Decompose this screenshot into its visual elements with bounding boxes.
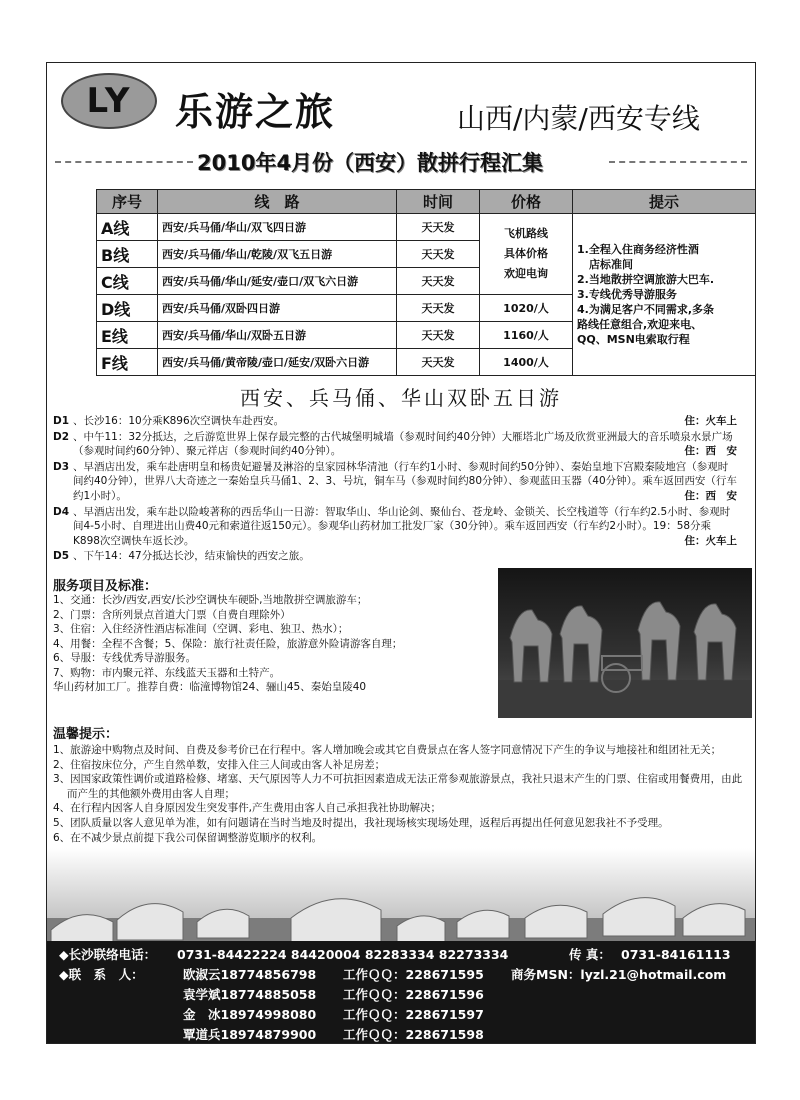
route-name: 西安/兵马俑/黄帝陵/壶口/延安/双卧六日游 — [158, 349, 397, 376]
itinerary-day — [53, 460, 737, 504]
route-price: 1400/人 — [480, 349, 573, 376]
route-price: 1020/人 — [480, 295, 573, 322]
service-item: 华山药材加工厂。推荐自费：临潼博物馆24、骊山45、秦始皇陵40 — [53, 681, 367, 693]
brand-name: 乐游之旅 — [175, 89, 336, 134]
service-item: 3、住宿：入住经济性酒店标准间（空调、彩电、独卫、热水）； — [53, 623, 349, 635]
tip-line: QQ、MSN电索取行程 — [577, 333, 690, 346]
route-id: C线 — [97, 268, 158, 295]
route-name: 西安/兵马俑/华山/乾陵/双飞五日游 — [158, 241, 397, 268]
route-frequency: 天天发 — [397, 241, 480, 268]
header-tips: 提示 — [573, 190, 756, 214]
day-label: D3 — [53, 460, 70, 473]
route-id: F线 — [97, 349, 158, 376]
msn-address: 商务MSN：lyzl.21@hotmail.com — [511, 967, 727, 982]
phone-label: ◆长沙联络电话： — [59, 947, 157, 962]
slogan: 山西/内蒙/西安专线 — [457, 102, 700, 135]
table-header-row — [97, 190, 756, 214]
divider-right — [609, 161, 747, 163]
contact-name: 覃道兵18974879900 — [183, 1027, 317, 1042]
bronze-chariot-photo — [498, 568, 752, 718]
contact-qq: 工作ＱＱ：228671596 — [343, 987, 484, 1002]
contact-name: 袁学斌18774885058 — [183, 987, 317, 1002]
header-route: 线 路 — [158, 190, 397, 214]
contact-bar — [47, 941, 755, 1043]
itinerary-day — [53, 430, 737, 459]
route-frequency: 天天发 — [397, 349, 480, 376]
service-item: 7、购物：市内聚元祥、东线蓝天玉器和土特产。 — [53, 666, 281, 679]
flyer — [46, 62, 756, 1044]
note-item: 6、在不减少景点前提下我公司保留调整游览顺序的权利。 — [53, 831, 323, 844]
service-item: 2、门票：含所列景点首道大门票（自费自理除外） — [53, 608, 291, 621]
itinerary-day — [53, 549, 737, 564]
itinerary-day — [53, 414, 737, 429]
service-item: 1、交通：长沙/西安,西安/长沙空调快车硬卧,当地散拼空调旅游车； — [53, 594, 368, 606]
route-name: 西安/兵马俑/双卧四日游 — [158, 295, 397, 322]
tour-title: 西安、兵马俑、华山双卧五日游 — [240, 386, 562, 410]
route-id: A线 — [97, 214, 158, 241]
page-subtitle: 2010年4月份（西安）散拼行程汇集 — [197, 151, 544, 175]
route-price: 1160/人 — [480, 322, 573, 349]
contact-name: 金 冰18974998080 — [183, 1007, 317, 1022]
day-text: 、早酒店出发，乘车赴以险峻著称的西岳华山一日游：智取华山、华山论剑、聚仙台、苍龙岭、金锁关、长空栈道等（行车约2.5小时、参观时间4-5小时、自理进出山费40元和索道往返150元）。参观华山药材加工批发厂家（30分钟）。乘车返回西安（行车约2小时）。19：58分乘K898次空调快车返长沙。 — [73, 505, 731, 547]
notes-list — [53, 743, 743, 845]
day-label: D4 — [53, 505, 70, 518]
tip-line: 4.为满足客户不同需求,多条 — [577, 303, 715, 316]
fax-number: 0731-84161113 — [621, 947, 731, 962]
day-stay: 住：西 安 — [679, 489, 738, 504]
service-item: 4、用餐：全程不含餐；5、保险：旅行社责任险，旅游意外险请游客自理； — [53, 637, 403, 650]
tip-line: 路线任意组合,欢迎来电、 — [577, 318, 703, 331]
contact-person-label: ◆联 系 人： — [59, 967, 144, 982]
fax-label: 传 真： — [569, 947, 611, 962]
phone-numbers: 0731-84422224 84420004 82283334 82273334 — [177, 947, 509, 962]
tip-line: 3.专线优秀导游服务 — [577, 288, 677, 301]
note-item: 2、住宿按床位分，产生自然单数，安排入住三人间或由客人补足房差； — [53, 758, 386, 771]
route-name: 西安/兵马俑/华山/双飞四日游 — [158, 214, 397, 241]
contact-qq: 工作ＱＱ：228671598 — [343, 1027, 484, 1042]
itinerary-day — [53, 505, 737, 549]
note-item: 3、因国家政策性调价或道路检修、堵塞、天气原因等人力不可抗拒因素造成无法正常参观旅游景点，我社只退末产生的门票、住宿或用餐费用，由此而产生的其他额外费用由客人自理； — [53, 773, 743, 800]
route-frequency: 天天发 — [397, 268, 480, 295]
contact-qq: 工作ＱＱ：228671597 — [343, 1007, 484, 1022]
route-frequency: 天天发 — [397, 322, 480, 349]
day-stay: 住：火车上 — [679, 414, 738, 429]
logo-text: LY — [86, 81, 132, 121]
tips-cell — [573, 214, 756, 376]
day-label: D1 — [53, 415, 70, 427]
ly-logo — [61, 73, 157, 129]
route-name: 西安/兵马俑/华山/延安/壶口/双飞六日游 — [158, 268, 397, 295]
service-list — [53, 593, 493, 695]
note-item: 5、团队质量以客人意见单为准，如有问题请在当时当地及时提出，我社现场核实现场处理，返程后再提出任何意见恕我社不予受理。 — [53, 816, 669, 829]
day-stay: 住：火车上 — [679, 534, 738, 549]
header-time: 时间 — [397, 190, 480, 214]
day-label: D2 — [53, 430, 70, 443]
chariot-illustration — [498, 568, 752, 718]
day-text: 、中午11：32分抵达，之后游览世界上保存最完整的古代城堡明城墙（参观时间约40分钟）大雁塔北广场及欣赏亚洲最大的音乐喷泉水景广场（参观时间约60分钟）、聚元祥店（参观时间约40分钟）。 — [73, 430, 733, 458]
day-text: 、下午14：47分抵达长沙，结束愉快的西安之旅。 — [73, 550, 310, 563]
route-frequency: 天天发 — [397, 295, 480, 322]
divider-left — [55, 161, 193, 163]
route-name: 西安/兵马俑/华山/双卧五日游 — [158, 322, 397, 349]
contact-name: 欧淑云18774856798 — [183, 967, 317, 982]
note-item: 4、在行程内因客人自身原因发生突发事件,产生费用由客人自己承担我社协助解决； — [53, 802, 442, 815]
service-item: 6、导服：专线优秀导游服务。 — [53, 652, 197, 664]
service-title: 服务项目及标准： — [53, 579, 158, 594]
header-price: 价格 — [480, 190, 573, 214]
note-item: 1、旅游途中购物点及时间、自费及参考价已在行程中。客人增加晚会或其它自费景点在客人签字同意情况下产生的争议与地接社和组团社无关； — [53, 744, 722, 756]
table-row — [97, 214, 756, 241]
route-id: B线 — [97, 241, 158, 268]
day-text: 、长沙16：10分乘K896次空调快车赴西安。 — [73, 415, 285, 427]
day-stay: 住：西 安 — [679, 444, 738, 459]
price-note-line: 具体价格 — [504, 247, 548, 260]
header — [47, 63, 755, 148]
price-note-line: 飞机路线 — [504, 227, 548, 240]
route-table — [96, 189, 756, 376]
tip-line: 1.全程入住商务经济性酒 — [577, 243, 699, 256]
price-note — [480, 214, 573, 295]
route-id: E线 — [97, 322, 158, 349]
route-id: D线 — [97, 295, 158, 322]
price-note-line: 欢迎电询 — [504, 267, 548, 280]
day-text: 、早酒店出发，乘车赴唐明皇和杨贵妃避暑及淋浴的皇家园林华清池（行车约1小时、参观时间约50分钟）、秦始皇地下宫殿秦陵地宫（参观时间约40分钟），世界八大奇迹之一秦始皇兵马俑1、2、3、号坑，铜车马（参观时间约80分钟）、参观蓝田玉器（40分钟）。乘车返回西安（行车约1小时）。 — [73, 460, 737, 502]
day-label: D5 — [53, 550, 70, 563]
tip-line: 2.当地散拼空调旅游大巴车. — [577, 273, 715, 286]
notes-title: 温馨提示： — [53, 727, 119, 742]
contact-qq: 工作ＱＱ：228671595 — [343, 967, 484, 982]
header-id: 序号 — [97, 190, 158, 214]
route-frequency: 天天发 — [397, 214, 480, 241]
itinerary — [53, 414, 737, 565]
tip-line: 店标准间 — [589, 258, 633, 271]
